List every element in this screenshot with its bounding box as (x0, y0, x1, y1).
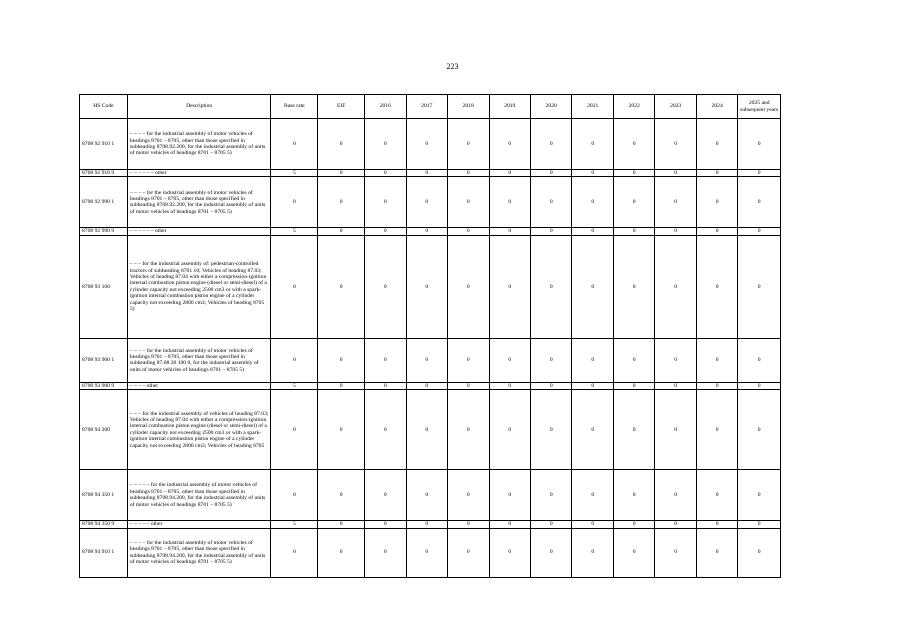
rate-cell: 0 (406, 528, 447, 577)
rate-cell: 0 (655, 228, 696, 235)
rate-cell: 0 (448, 521, 489, 528)
rate-cell: 5 (271, 228, 318, 235)
table-row (80, 235, 781, 338)
rate-cell: 0 (489, 470, 530, 521)
rate-cell: 0 (271, 177, 318, 228)
rate-cell: 0 (655, 528, 696, 577)
rate-cell: 0 (738, 338, 781, 382)
rate-cell: 0 (406, 521, 447, 528)
hs-code-cell: 8708 94 910 1 (80, 528, 128, 577)
hs-code-cell: 8708 92 910 9 (80, 170, 128, 177)
rate-cell: 0 (696, 521, 737, 528)
rate-cell: 0 (489, 119, 530, 170)
rate-cell: 0 (655, 177, 696, 228)
rate-cell: 0 (406, 228, 447, 235)
hs-code-cell: 8708 93 900 1 (80, 338, 128, 382)
rate-cell: 0 (448, 177, 489, 228)
table-row (80, 177, 781, 228)
tariff-schedule-table (79, 94, 781, 578)
rate-cell: 0 (406, 390, 447, 470)
description-cell: – – – – – other (127, 521, 271, 528)
rate-cell: 0 (271, 338, 318, 382)
rate-cell: 0 (406, 119, 447, 170)
rate-cell: 0 (406, 338, 447, 382)
rate-cell: 0 (738, 470, 781, 521)
rate-cell: 0 (613, 228, 654, 235)
rate-cell: 0 (530, 470, 571, 521)
rate-cell: 0 (572, 170, 613, 177)
rate-cell: 0 (489, 528, 530, 577)
rate-cell: 0 (448, 170, 489, 177)
rate-cell: 0 (696, 390, 737, 470)
rate-cell: 0 (318, 528, 365, 577)
rate-cell: 0 (613, 470, 654, 521)
table-row (80, 228, 781, 235)
description-cell: – – – – – – other (127, 170, 271, 177)
rate-cell: 0 (365, 119, 406, 170)
rate-cell: 0 (572, 390, 613, 470)
hs-code-cell: 8708 92 990 1 (80, 177, 128, 228)
rate-cell: 0 (696, 528, 737, 577)
table-row (80, 382, 781, 389)
header-eif: EIF (318, 95, 365, 119)
hs-code-cell: 8708 92 990 9 (80, 228, 128, 235)
description-cell: – – – – for the industrial assembly of motor vehicles of headings 8701 – 8705, other than those specified in subheading 8708.94.200, for the industrial assembly of units of motor vehicles of headings 8701 – 8705 5) (127, 528, 271, 577)
rate-cell: 0 (696, 119, 737, 170)
rate-cell: 0 (271, 390, 318, 470)
rate-cell: 0 (448, 390, 489, 470)
table-header-row (80, 95, 781, 119)
rate-cell: 0 (318, 521, 365, 528)
rate-cell: 0 (489, 228, 530, 235)
rate-cell: 0 (738, 228, 781, 235)
header-2023: 2023 (655, 95, 696, 119)
rate-cell: 0 (530, 521, 571, 528)
rate-cell: 0 (365, 235, 406, 338)
rate-cell: 0 (489, 235, 530, 338)
table-row (80, 528, 781, 577)
description-cell: – – – – for the industrial assembly of motor vehicles of headings 8701 – 8705, other than those specified in subheading 8708.92.200, for the industrial assembly of units of motor vehicles of headings 8701 – 8705 5) (127, 119, 271, 170)
hs-code-cell: 8708 93 100 (80, 235, 128, 338)
rate-cell: 0 (448, 470, 489, 521)
rate-cell: 0 (365, 177, 406, 228)
rate-cell: 0 (448, 338, 489, 382)
header-2019: 2019 (489, 95, 530, 119)
rate-cell: 0 (696, 177, 737, 228)
rate-cell: 0 (448, 235, 489, 338)
rate-cell: 0 (489, 338, 530, 382)
rate-cell: 0 (613, 170, 654, 177)
rate-cell: 0 (696, 382, 737, 389)
rate-cell: 0 (530, 177, 571, 228)
rate-cell: 0 (271, 119, 318, 170)
header-2018: 2018 (448, 95, 489, 119)
rate-cell: 0 (530, 170, 571, 177)
rate-cell: 0 (738, 177, 781, 228)
table-row (80, 470, 781, 521)
description-cell: – – – – other (127, 382, 271, 389)
rate-cell: 0 (365, 528, 406, 577)
description-cell: – – – – for the industrial assembly of motor vehicles of headings 8701 – 8705, other than those specified in subheading 87.08.30 100 0, for the industrial assembly of units of motor vehicles of headings 8701 – 8705 5) (127, 338, 271, 382)
rate-cell: 0 (655, 170, 696, 177)
hs-code-cell: 8708 94 350 9 (80, 521, 128, 528)
header-2022: 2022 (613, 95, 654, 119)
rate-cell: 0 (318, 119, 365, 170)
rate-cell: 0 (318, 228, 365, 235)
rate-cell: 0 (613, 338, 654, 382)
rate-cell: 0 (318, 235, 365, 338)
rate-cell: 0 (613, 177, 654, 228)
rate-cell: 0 (271, 528, 318, 577)
rate-cell: 0 (696, 170, 737, 177)
rate-cell: 0 (365, 228, 406, 235)
rate-cell: 0 (613, 390, 654, 470)
hs-code-cell: 8708 93 900 9 (80, 382, 128, 389)
rate-cell: 0 (572, 528, 613, 577)
header-hs-code: HS Code (80, 95, 128, 119)
rate-cell: 0 (572, 177, 613, 228)
table-row (80, 119, 781, 170)
rate-cell: 0 (448, 382, 489, 389)
rate-cell: 0 (572, 338, 613, 382)
rate-cell: 0 (655, 338, 696, 382)
rate-cell: 0 (271, 470, 318, 521)
header-2021: 2021 (572, 95, 613, 119)
rate-cell: 0 (572, 119, 613, 170)
rate-cell: 0 (696, 470, 737, 521)
rate-cell: 0 (613, 528, 654, 577)
rate-cell: 5 (271, 521, 318, 528)
description-cell: – – – – for the industrial assembly of motor vehicles of headings 8701 – 8705, other than those specified in subheading 8708.92.200, for the industrial assembly of units of motor vehicles of headings 8701 – 8705 5) (127, 177, 271, 228)
rate-cell: 0 (613, 521, 654, 528)
rate-cell: 0 (738, 521, 781, 528)
rate-cell: 0 (318, 338, 365, 382)
rate-cell: 0 (738, 235, 781, 338)
rate-cell: 0 (318, 170, 365, 177)
rate-cell: 0 (738, 528, 781, 577)
rate-cell: 0 (530, 528, 571, 577)
rate-cell: 0 (448, 528, 489, 577)
rate-cell: 0 (365, 470, 406, 521)
rate-cell: 0 (318, 390, 365, 470)
rate-cell: 0 (572, 235, 613, 338)
rate-cell: 0 (365, 382, 406, 389)
rate-cell: 0 (738, 170, 781, 177)
rate-cell: 0 (448, 119, 489, 170)
rate-cell: 0 (489, 177, 530, 228)
hs-code-cell: 8708 94 350 1 (80, 470, 128, 521)
rate-cell: 0 (613, 235, 654, 338)
table-row (80, 338, 781, 382)
rate-cell: 0 (271, 235, 318, 338)
hs-code-cell: 8708 92 910 1 (80, 119, 128, 170)
rate-cell: 0 (448, 228, 489, 235)
rate-cell: 0 (530, 390, 571, 470)
rate-cell: 0 (489, 390, 530, 470)
rate-cell: 0 (655, 382, 696, 389)
header-2025-and-subsequent-years: 2025 and subsequent years (738, 95, 781, 119)
rate-cell: 0 (406, 177, 447, 228)
rate-cell: 0 (655, 235, 696, 338)
rate-cell: 0 (530, 235, 571, 338)
description-cell: – – – for the industrial assembly of: pedestrian-controlled tractors of subheading 8701 10; Vehicles of heading 87.03; Vehicles of heading 87.04 with either a compression-ignition internal combustion piston engine (diesel or semi-diesel) of a cylinder capacity not exceeding 2500 cm3 or with a spark-ignition internal combustion piston engine of a cylinder capacity not exceeding 2800 cm3; Vehicles of heading 8705 5) (127, 235, 271, 338)
rate-cell: 0 (530, 382, 571, 389)
rate-cell: 0 (365, 521, 406, 528)
rate-cell: 0 (530, 119, 571, 170)
header-base-rate: Base rate (271, 95, 318, 119)
rate-cell: 0 (572, 521, 613, 528)
header-2024: 2024 (696, 95, 737, 119)
rate-cell: 0 (738, 390, 781, 470)
rate-cell: 0 (655, 521, 696, 528)
rate-cell: 0 (655, 390, 696, 470)
rate-cell: 0 (613, 119, 654, 170)
rate-cell: 0 (365, 170, 406, 177)
rate-cell: 0 (696, 235, 737, 338)
page-number: 223 (446, 62, 459, 71)
rate-cell: 0 (530, 338, 571, 382)
rate-cell: 0 (489, 521, 530, 528)
rate-cell: 0 (365, 390, 406, 470)
rate-cell: 0 (406, 170, 447, 177)
table-row (80, 390, 781, 470)
rate-cell: 0 (572, 228, 613, 235)
rate-cell: 0 (738, 119, 781, 170)
rate-cell: 0 (530, 228, 571, 235)
rate-cell: 0 (696, 338, 737, 382)
rate-cell: 0 (318, 382, 365, 389)
rate-cell: 0 (613, 382, 654, 389)
table-row (80, 170, 781, 177)
rate-cell: 0 (318, 470, 365, 521)
rate-cell: 0 (406, 382, 447, 389)
rate-cell: 0 (738, 382, 781, 389)
header-2016: 2016 (365, 95, 406, 119)
header-2017: 2017 (406, 95, 447, 119)
hs-code-cell: 8708 94 200 (80, 390, 128, 470)
rate-cell: 0 (406, 235, 447, 338)
header-2020: 2020 (530, 95, 571, 119)
rate-cell: 0 (696, 228, 737, 235)
description-cell: – – – for the industrial assembly of vehicles of heading 87.03; Vehicles of heading 87.04 with either a compression-ignition internal combustion piston engine (diesel or semi-diesel) of a cylinder capacity not exceeding 2500 cm3 or with a spark-ignition internal combustion piston engine of a cylinder capacity not exceeding 2800 cm3; Vehicles of heading 8705 (127, 390, 271, 470)
rate-cell: 5 (271, 382, 318, 389)
header-description: Description (127, 95, 271, 119)
rate-cell: 0 (655, 119, 696, 170)
rate-cell: 0 (572, 470, 613, 521)
rate-cell: 0 (489, 170, 530, 177)
rate-cell: 0 (406, 470, 447, 521)
rate-cell: 5 (271, 170, 318, 177)
description-cell: – – – – – – other (127, 228, 271, 235)
rate-cell: 0 (572, 382, 613, 389)
rate-cell: 0 (655, 470, 696, 521)
rate-cell: 0 (318, 177, 365, 228)
rate-cell: 0 (489, 382, 530, 389)
table-row (80, 521, 781, 528)
rate-cell: 0 (365, 338, 406, 382)
description-cell: – – – – – for the industrial assembly of motor vehicles of headings 8701 – 8705, other than those specified in subheading 8708.94.200, for the industrial assembly of units of motor vehicles of headings 8701 – 8705 5) (127, 470, 271, 521)
